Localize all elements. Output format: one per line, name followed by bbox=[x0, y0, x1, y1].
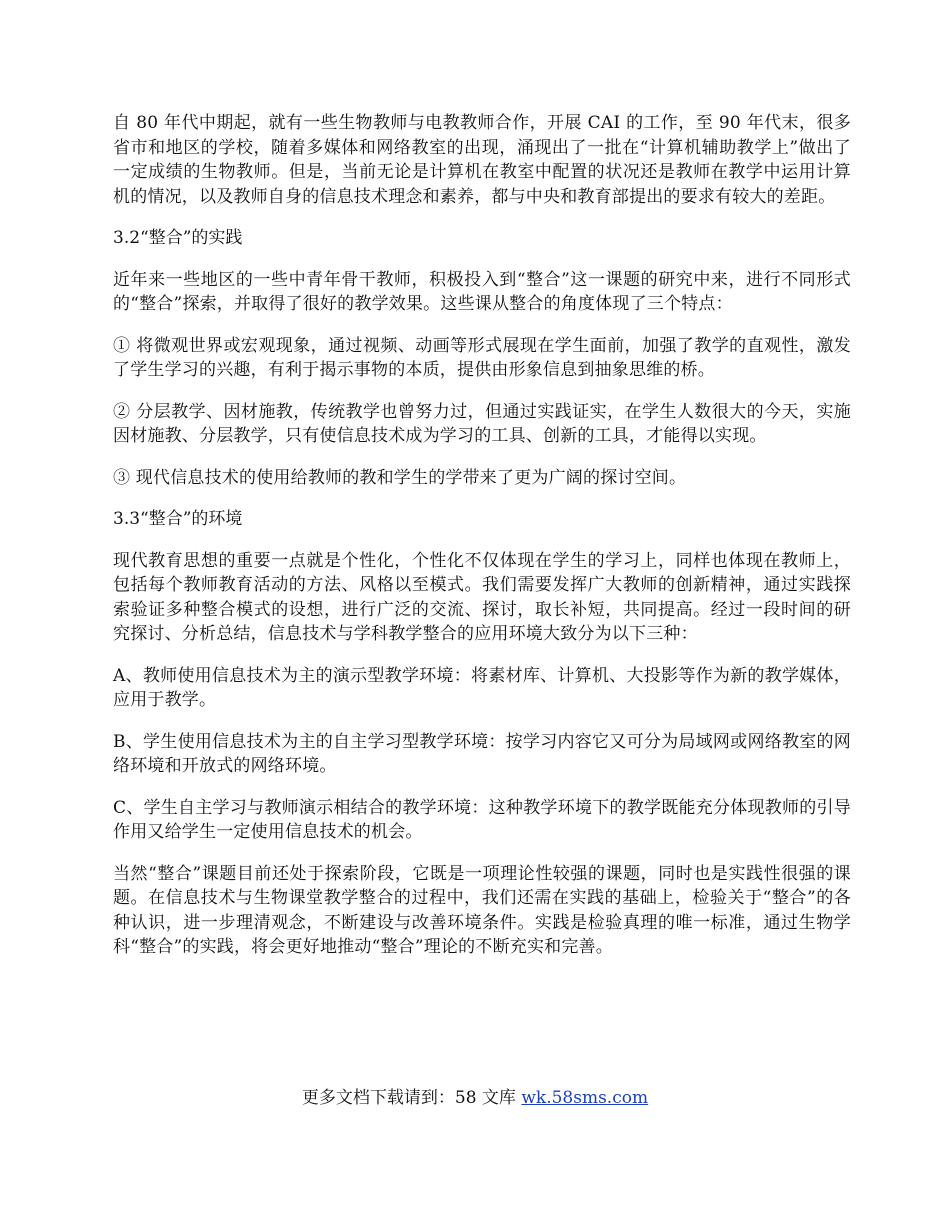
feature-item-1: ① 将微观世界或宏观现象，通过视频、动画等形式展现在学生面前，加强了教学的直观性，激发了学生学习的兴趣，有利于揭示事物的本质，提供由形象信息到抽象思维的桥。 bbox=[113, 335, 851, 380]
section-heading-3-3: 3.3“整合”的环境 bbox=[113, 509, 243, 529]
conclusion-paragraph: 当然“整合”课题目前还处于探索阶段，它既是一项理论性较强的课题，同时也是实践性很强的课题。在信息技术与生物课堂教学整合的过程中，我们还需在实践的基础上，检验关于“整合”的各种认识，进一步理清观念，不断建设与改善环境条件。实践是检验真理的唯一标准，通过生物学科“整合”的实践，将会更好地推动“整合”理论的不断充实和完善。 bbox=[113, 863, 851, 957]
footer-link[interactable]: wk.58sms.com bbox=[521, 1088, 649, 1108]
intro-paragraph: 自 80 年代中期起，就有一些生物教师与电教教师合作，开展 CAI 的工作，至 90 年代末，很多省市和地区的学校，随着多媒体和网络教室的出现，涌现出了一批在“计算机辅助教学上”做出了一定成绩的生物教师。但是，当前无论是计算机在教室中配置的状况还是教师在教学中运用计算机的情况，以及教师自身的信息技术理念和素养，都与中央和教育部提出的要求有较大的差距。 bbox=[113, 113, 851, 207]
feature-item-3: ③ 现代信息技术的使用给教师的教和学生的学带来了更为广阔的探讨空间。 bbox=[113, 467, 687, 488]
environment-item-a: A、教师使用信息技术为主的演示型教学环境：将素材库、计算机、大投影等作为新的教学媒体，应用于教学。 bbox=[113, 665, 851, 710]
environment-paragraph: 现代教育思想的重要一点就是个性化，个性化不仅体现在学生的学习上，同样也体现在教师上，包括每个教师教育活动的方法、风格以至模式。我们需要发挥广大教师的创新精神，通过实践探索验证多种整合模式的设想，进行广泛的交流、探讨，取长补短，共同提高。经过一段时间的研究探讨、分析总结，信息技术与学科教学整合的应用环境大致分为以下三种： bbox=[113, 550, 851, 644]
feature-item-2: ② 分层教学、因材施教，传统教学也曾努力过，但通过实践证实，在学生人数很大的今天，实施因材施教、分层教学，只有使信息技术成为学习的工具、创新的工具，才能得以实现。 bbox=[113, 401, 851, 446]
section-heading-3-2: 3.2“整合”的实践 bbox=[113, 228, 243, 248]
document-body bbox=[113, 111, 851, 977]
environment-item-b: B、学生使用信息技术为主的自主学习型教学环境：按学习内容它又可分为局域网或网络教室的网络环境和开放式的网络环境。 bbox=[113, 731, 851, 776]
practice-paragraph: 近年来一些地区的一些中青年骨干教师，积极投入到“整合”这一课题的研究中来，进行不同形式的“整合”探索，并取得了很好的教学效果。这些课从整合的角度体现了三个特点： bbox=[113, 269, 851, 314]
environment-item-c: C、学生自主学习与教师演示相结合的教学环境：这种教学环境下的教学既能充分体现教师的引导作用又给学生一定使用信息技术的机会。 bbox=[113, 797, 851, 842]
footer bbox=[0, 1086, 950, 1110]
footer-prefix: 更多文档下载请到：58 文库 bbox=[301, 1088, 522, 1108]
